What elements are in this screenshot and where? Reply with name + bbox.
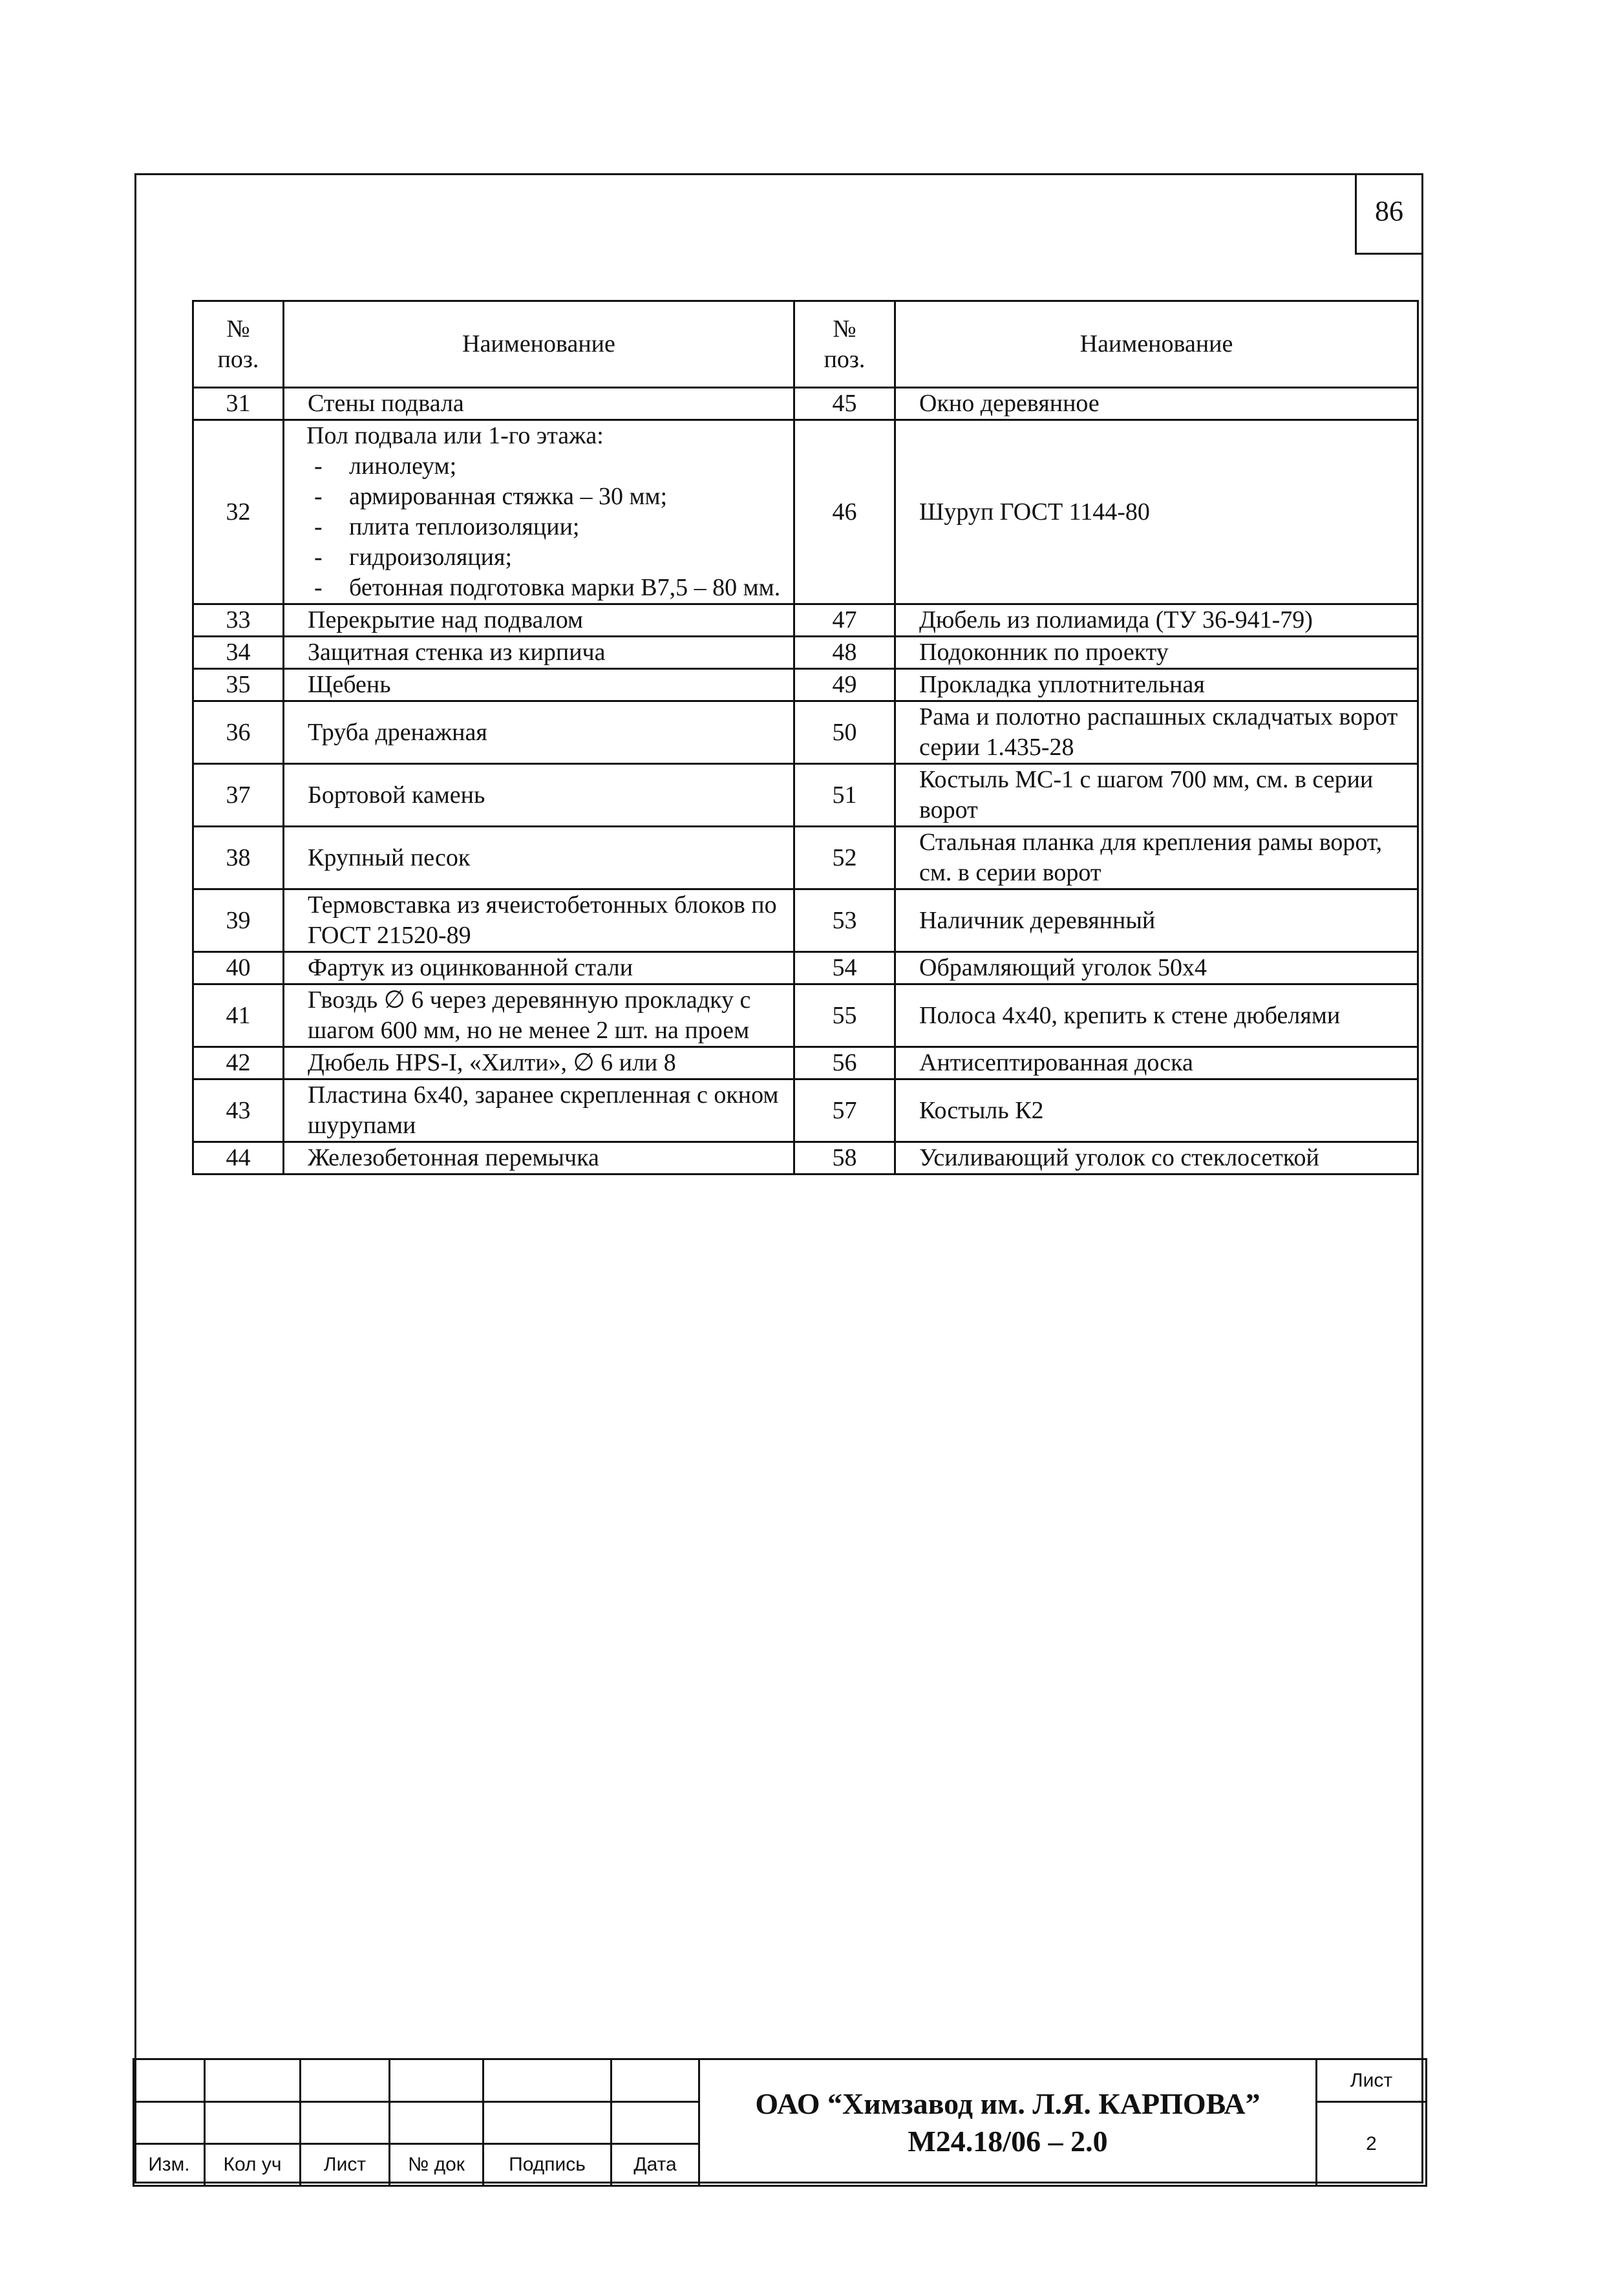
left-name: Труба дренажная bbox=[284, 701, 794, 764]
stamp-cell bbox=[301, 2059, 390, 2102]
left-name: Гвоздь ∅ 6 через деревянную прокладку с шагом 600 мм, но не менее 2 шт. на проем bbox=[284, 984, 794, 1047]
organization-cell bbox=[699, 2059, 1317, 2186]
table-row bbox=[193, 764, 1418, 827]
left-position: 41 bbox=[193, 984, 284, 1047]
table-row bbox=[193, 889, 1418, 952]
right-position: 57 bbox=[794, 1079, 895, 1142]
right-position: 56 bbox=[794, 1047, 895, 1079]
right-name: Дюбель из полиамида (ТУ 36-941-79) bbox=[895, 604, 1418, 637]
document-code: М24.18/06 – 2.0 bbox=[908, 2124, 1108, 2158]
col-label-signature: Подпись bbox=[484, 2144, 611, 2186]
left-name: Фартук из оцинкованной стали bbox=[284, 952, 794, 984]
right-position: 51 bbox=[794, 764, 895, 827]
list-item: - линолеум; bbox=[308, 451, 793, 482]
right-position: 50 bbox=[794, 701, 895, 764]
right-name: Обрамляющий уголок 50x4 bbox=[895, 952, 1418, 984]
right-position: 58 bbox=[794, 1142, 895, 1175]
right-name: Усиливающий уголок со стеклосеткой bbox=[895, 1142, 1418, 1175]
header-pos-abbr: поз. bbox=[217, 345, 259, 373]
col-label-date: Дата bbox=[611, 2144, 699, 2186]
page-number: 86 bbox=[1375, 195, 1403, 227]
sheet-number: 2 bbox=[1317, 2102, 1427, 2186]
left-position: 38 bbox=[193, 827, 284, 889]
col-label-doc-number: № док bbox=[390, 2144, 484, 2186]
right-name: Костыль К2 bbox=[895, 1079, 1418, 1142]
left-name: Железобетонная перемычка bbox=[284, 1142, 794, 1175]
right-name: Костыль МС-1 с шагом 700 мм, см. в серии ворот bbox=[895, 764, 1418, 827]
title-block bbox=[133, 2058, 1427, 2187]
stamp-cell bbox=[484, 2059, 611, 2102]
table-row bbox=[193, 1142, 1418, 1175]
right-position: 47 bbox=[794, 604, 895, 637]
table-row bbox=[193, 388, 1418, 420]
col-label-quantity: Кол уч bbox=[205, 2144, 301, 2186]
table-row bbox=[193, 827, 1418, 889]
left-position: 31 bbox=[193, 388, 284, 420]
specification-table bbox=[192, 300, 1419, 1175]
table-row bbox=[193, 669, 1418, 701]
organization-name: ОАО “Химзавод им. Л.Я. КАРПОВА” bbox=[755, 2087, 1260, 2120]
table-row-floor bbox=[193, 420, 1418, 604]
left-position: 33 bbox=[193, 604, 284, 637]
right-name: Полоса 4x40, крепить к стене дюбелями bbox=[895, 984, 1418, 1047]
right-name: Стальная планка для крепления рамы ворот, см. в серии ворот bbox=[895, 827, 1418, 889]
stamp-cell bbox=[301, 2102, 390, 2144]
right-position: 55 bbox=[794, 984, 895, 1047]
left-position: 32 bbox=[193, 420, 284, 604]
right-position: 53 bbox=[794, 889, 895, 952]
left-name: Защитная стенка из кирпича bbox=[284, 637, 794, 669]
stamp-cell bbox=[134, 2102, 205, 2144]
stamp-cell bbox=[390, 2102, 484, 2144]
header-name-left: Наименование bbox=[284, 301, 794, 388]
table-header-row bbox=[193, 301, 1418, 388]
header-name-right: Наименование bbox=[895, 301, 1418, 388]
left-position: 36 bbox=[193, 701, 284, 764]
floor-composition bbox=[284, 420, 794, 604]
left-position: 42 bbox=[193, 1047, 284, 1079]
left-name: Перекрытие над подвалом bbox=[284, 604, 794, 637]
page-number-box bbox=[1355, 173, 1423, 255]
right-name: Шуруп ГОСТ 1144-80 bbox=[895, 420, 1418, 604]
right-name: Прокладка уплотнительная bbox=[895, 669, 1418, 701]
stamp-cell bbox=[205, 2102, 301, 2144]
right-name: Окно деревянное bbox=[895, 388, 1418, 420]
stamp-cell bbox=[484, 2102, 611, 2144]
stamp-cell bbox=[205, 2059, 301, 2102]
right-name: Антисептированная доска bbox=[895, 1047, 1418, 1079]
header-pos-left bbox=[193, 301, 284, 388]
list-item: - армированная стяжка – 30 мм; bbox=[308, 482, 793, 512]
right-position: 52 bbox=[794, 827, 895, 889]
stamp-cell bbox=[611, 2059, 699, 2102]
left-position: 35 bbox=[193, 669, 284, 701]
right-position: 54 bbox=[794, 952, 895, 984]
left-position: 44 bbox=[193, 1142, 284, 1175]
stamp-cell bbox=[611, 2102, 699, 2144]
left-name: Бортовой камень bbox=[284, 764, 794, 827]
left-position: 43 bbox=[193, 1079, 284, 1142]
floor-title: Пол подвала или 1-го этажа: bbox=[306, 422, 604, 449]
left-name: Термовставка из ячеистобетонных блоков по ГОСТ 21520-89 bbox=[284, 889, 794, 952]
right-position: 49 bbox=[794, 669, 895, 701]
left-name: Дюбель HPS-I, «Хилти», ∅ 6 или 8 bbox=[284, 1047, 794, 1079]
table-row bbox=[193, 952, 1418, 984]
right-name: Подоконник по проекту bbox=[895, 637, 1418, 669]
list-item: - плита теплоизоляции; bbox=[308, 512, 793, 542]
right-name: Наличник деревянный bbox=[895, 889, 1418, 952]
header-pos-right bbox=[794, 301, 895, 388]
header-pos-sign: № bbox=[226, 315, 250, 343]
left-position: 37 bbox=[193, 764, 284, 827]
left-position: 39 bbox=[193, 889, 284, 952]
stamp-cell bbox=[134, 2059, 205, 2102]
left-name: Щебень bbox=[284, 669, 794, 701]
right-position: 46 bbox=[794, 420, 895, 604]
right-position: 45 bbox=[794, 388, 895, 420]
table-row bbox=[193, 701, 1418, 764]
table-row bbox=[193, 604, 1418, 637]
left-name: Пластина 6x40, заранее скрепленная с окном шурупами bbox=[284, 1079, 794, 1142]
stamp-cell bbox=[390, 2059, 484, 2102]
left-position: 40 bbox=[193, 952, 284, 984]
right-position: 48 bbox=[794, 637, 895, 669]
table-row bbox=[193, 637, 1418, 669]
table-row bbox=[193, 984, 1418, 1047]
list-item: - бетонная подготовка марки В7,5 – 80 мм. bbox=[308, 573, 793, 603]
table-row bbox=[193, 1047, 1418, 1079]
table-row bbox=[193, 1079, 1418, 1142]
col-label-sheet: Лист bbox=[301, 2144, 390, 2186]
left-position: 34 bbox=[193, 637, 284, 669]
header-pos-abbr: поз. bbox=[824, 345, 866, 373]
col-label-change: Изм. bbox=[134, 2144, 205, 2186]
list-item: - гидроизоляция; bbox=[308, 542, 793, 573]
floor-layer-list bbox=[301, 451, 793, 603]
left-name: Стены подвала bbox=[284, 388, 794, 420]
table-body bbox=[193, 388, 1418, 1175]
right-name: Рама и полотно распашных складчатых ворот серии 1.435-28 bbox=[895, 701, 1418, 764]
header-pos-sign: № bbox=[833, 315, 856, 343]
sheet-label: Лист bbox=[1317, 2059, 1427, 2102]
left-name: Крупный песок bbox=[284, 827, 794, 889]
